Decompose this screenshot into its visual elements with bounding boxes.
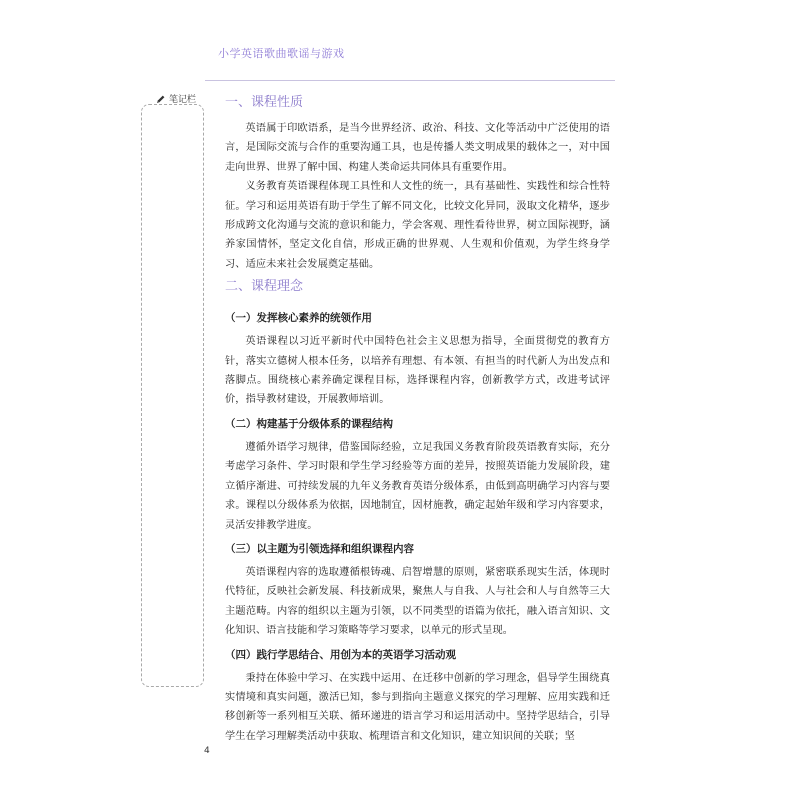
page-number: 4 <box>204 746 210 756</box>
notes-label-text: 笔记栏 <box>169 95 197 105</box>
main-content <box>225 92 610 746</box>
paragraph: 秉持在体验中学习、在实践中运用、在迁移中创新的学习理念，倡导学生围绕真实情境和真实问题，激活已知，参与到指向主题意义探究的学习理解、应用实践和迁移创新等一系列相互关联、循环递进的语言学习和运用活动中。坚持学思结合，引导学生在学习理解类活动中获取、梳理语言和文化知识，建立知识间的关联；坚 <box>225 672 610 742</box>
running-header-title: 小学英语歌曲歌谣与游戏 <box>218 47 345 60</box>
subsection-heading: （四）践行学思结合、用创为本的英语学习活动观 <box>225 648 456 661</box>
pencil-icon <box>156 94 166 104</box>
paragraph: 义务教育英语课程体现工具性和人文性的统一，具有基础性、实践性和综合性特征。学习和运用英语有助于学生了解不同文化，比较文化异同，汲取文化精华，逐步形成跨文化沟通与交流的意识和能力，学会客观、理性看待世界，树立国际视野，涵养家国情怀，坚定文化自信，形成正确的世界观、人生观和价值观，为学生终身学习、适应未来社会发展奠定基础。 <box>225 181 610 270</box>
subsection-heading: （二）构建基于分级体系的课程结构 <box>225 417 393 430</box>
paragraph: 遵循外语学习规律，借鉴国际经验，立足我国义务教育阶段英语教育实际，充分考虑学习条件、学习时限和学生学习经验等方面的差异，按照英语能力发展阶段，建立循序渐进、可持续发展的九年义务教育英语分级体系，由低到高明确学习内容与要求。课程以分级体系为依据，因地制宜，因材施教，确定起始年级和学习内容要求，灵活安排教学进度。 <box>225 441 610 531</box>
paragraph: 英语属于印欧语系，是当今世界经济、政治、科技、文化等活动中广泛使用的语言，是国际交流与合作的重要沟通工具，也是传播人类文明成果的载体之一，对中国走向世界、世界了解中国、构建人类命运共同体具有重要作用。 <box>225 123 610 173</box>
paragraph: 英语课程内容的选取遵循根铸魂、启智增慧的原则，紧密联系现实生活，体现时代特征，反映社会新发展、科技新成果，聚焦人与自我、人与社会和人与自然等三大主题范畴。内容的组织以主题为引领，以不同类型的语篇为依托，融入语言知识、文化知识、语言技能和学习策略等学习要求，以单元的形式呈现。 <box>225 566 610 637</box>
subsection-heading: （一）发挥核心素养的统领作用 <box>225 312 372 325</box>
header-divider <box>205 80 615 81</box>
paragraph: 英语课程以习近平新时代中国特色社会主义思想为指导，全面贯彻党的教育方针，落实立德树人根本任务，以培养有理想、有本领、有担当的时代新人为出发点和落脚点。围绕核心素养确定课程目标，选择课程内容，创新教学方式，改进考试评价，指导教材建设，开展教师培训。 <box>225 336 610 406</box>
section-heading-course-nature: 一、课程性质 <box>225 95 304 110</box>
section-heading-course-philosophy: 二、课程理念 <box>225 279 304 295</box>
subsection-heading: （三）以主题为引领选择和组织课程内容 <box>225 542 414 555</box>
notes-column-box <box>141 104 204 687</box>
